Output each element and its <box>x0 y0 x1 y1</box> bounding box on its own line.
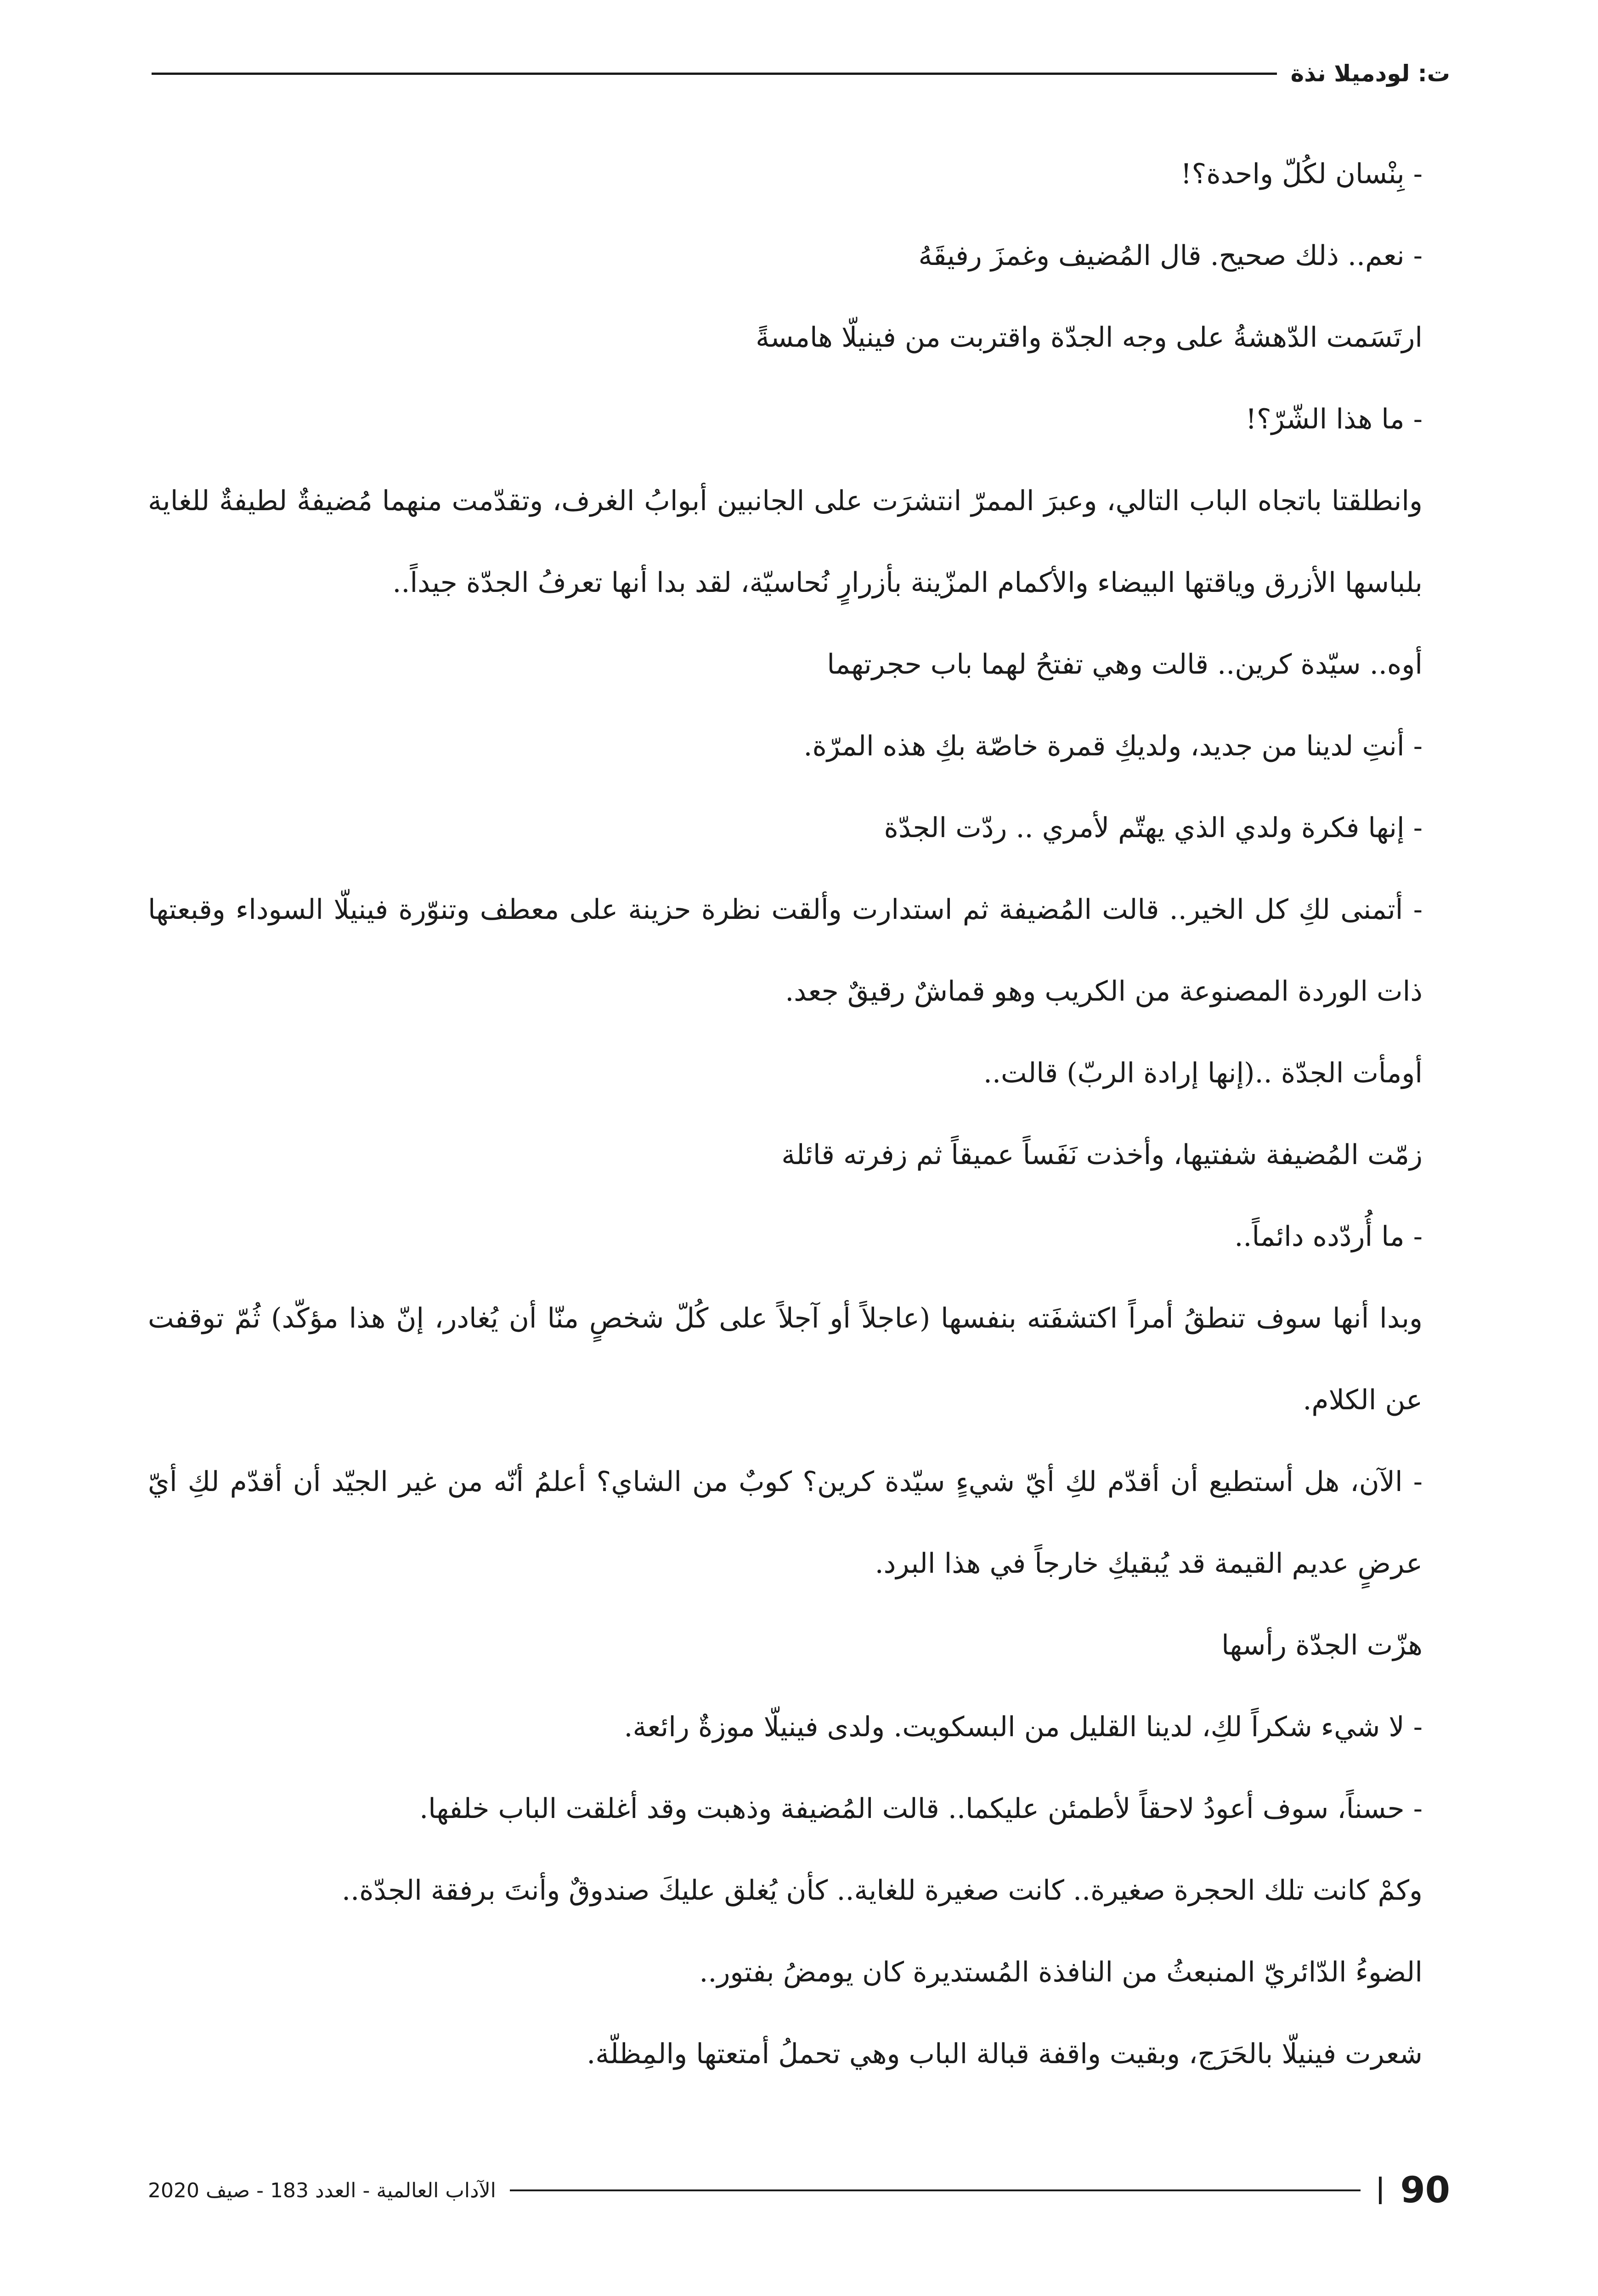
paragraph: - ما أُردّده دائماً.. <box>1234 1221 1423 1253</box>
paragraph: - الآن، هل أستطيع أن أقدّم لكِ أيّ شيءٍ سيّدة كرين؟ كوبٌ من الشاي؟ أعلمُ أنّه من غير الجيّد أن أقدّم لكِ أيّ عرضٍ عديم القيمة قد يُبقيكِ خارجاً في هذا البرد. <box>148 1466 1423 1580</box>
article-body <box>148 133 1450 2095</box>
footer-separator <box>1379 2177 1382 2204</box>
paragraph: - أتمنى لكِ كل الخير.. قالت المُضيفة ثم استدارت وألقت نظرة حزينة على معطف وتنوّرة فينيلّا السوداء وقبعتها ذات الوردة المصنوعة من الكريب وهو قماشٌ رقيقٌ جعد. <box>148 894 1423 1007</box>
footer-rule <box>510 2189 1361 2191</box>
paragraph: الضوءُ الدّائريّ المنبعثُ من النافذة المُستديرة كان يومضُ بفتور.. <box>699 1956 1423 1988</box>
paragraph: شعرت فينيلّا بالحَرَج، وبقيت واقفة قبالة الباب وهي تحملُ أمتعتها والمِظلّة. <box>587 2038 1423 2070</box>
paragraph: - إنها فكرة ولدي الذي يهتّم لأمري .. ردّت الجدّة <box>884 812 1423 844</box>
paragraph: أومأت الجدّة ..(إنها إرادة الربّ) قالت.. <box>983 1057 1423 1089</box>
paragraph: - نعم.. ذلك صحيح. قال المُضيف وغمزَ رفيقَهُ <box>918 240 1423 272</box>
running-header <box>152 51 1450 96</box>
paragraph: أوه.. سيّدة كرين.. قالت وهي تفتحُ لهما باب حجرتهما <box>827 648 1423 681</box>
journal-issue-label: الآداب العالمية - العدد 183 - صيف 2020 <box>148 2178 496 2202</box>
paragraph: وبدا أنها سوف تنطقُ أمراً اكتشفَته بنفسها (عاجلاً أو آجلاً على كُلّ شخصٍ منّا أن يُغادر، إنّ هذا مؤكّد) ثُمّ توقفت عن الكلام. <box>148 1302 1423 1416</box>
paragraph: وكمْ كانت تلك الحجرة صغيرة.. كانت صغيرة للغاية.. كأن يُغلق عليكَ صندوقٌ وأنتَ برفقة الجدّة.. <box>342 1874 1423 1907</box>
page-number: 90 <box>1400 2170 1450 2211</box>
header-author-label: ت: لودميلا نذة <box>1290 60 1450 87</box>
paragraph: ارتَسَمت الدّهشةُ على وجه الجدّة واقتربت من فينيلّا هامسةً <box>756 321 1423 354</box>
paragraph: وانطلقتا باتجاه الباب التالي، وعبرَ الممرّ انتشرَت على الجانبين أبوابُ الغرف، وتقدّمت منهما مُضيفةٌ لطيفةٌ للغاية بلباسها الأزرق وياقتها البيضاء والأكمام المزّينة بأزرارٍ نُحاسيّة، لقد بدا أنها تعرفُ الجدّة جيداً.. <box>148 485 1423 599</box>
paragraph: - لا شيء شكراً لكِ، لدينا القليل من البسكويت. ولدى فينيلّا موزةٌ رائعة. <box>624 1711 1423 1743</box>
paragraph: - ما هذا الشّرّ؟! <box>1245 403 1423 435</box>
paragraph: - حسناً، سوف أعودُ لاحقاً لأطمئن عليكما.. قالت المُضيفة وذهبت وقد أغلقت الباب خلفها. <box>419 1793 1423 1825</box>
paragraph: - أنتِ لدينا من جديد، ولديكِ قمرة خاصّة بكِ هذه المرّة. <box>803 730 1423 762</box>
paragraph: هزّت الجدّة رأسها <box>1221 1629 1423 1661</box>
paragraph: زمّت المُضيفة شفتيها، وأخذت نَفَساً عميقاً ثم زفرته قائلة <box>781 1139 1423 1171</box>
page-footer <box>148 2165 1450 2216</box>
header-rule <box>152 73 1277 75</box>
paragraph: - بِنْسان لكُلّ واحدة؟! <box>1180 158 1423 190</box>
